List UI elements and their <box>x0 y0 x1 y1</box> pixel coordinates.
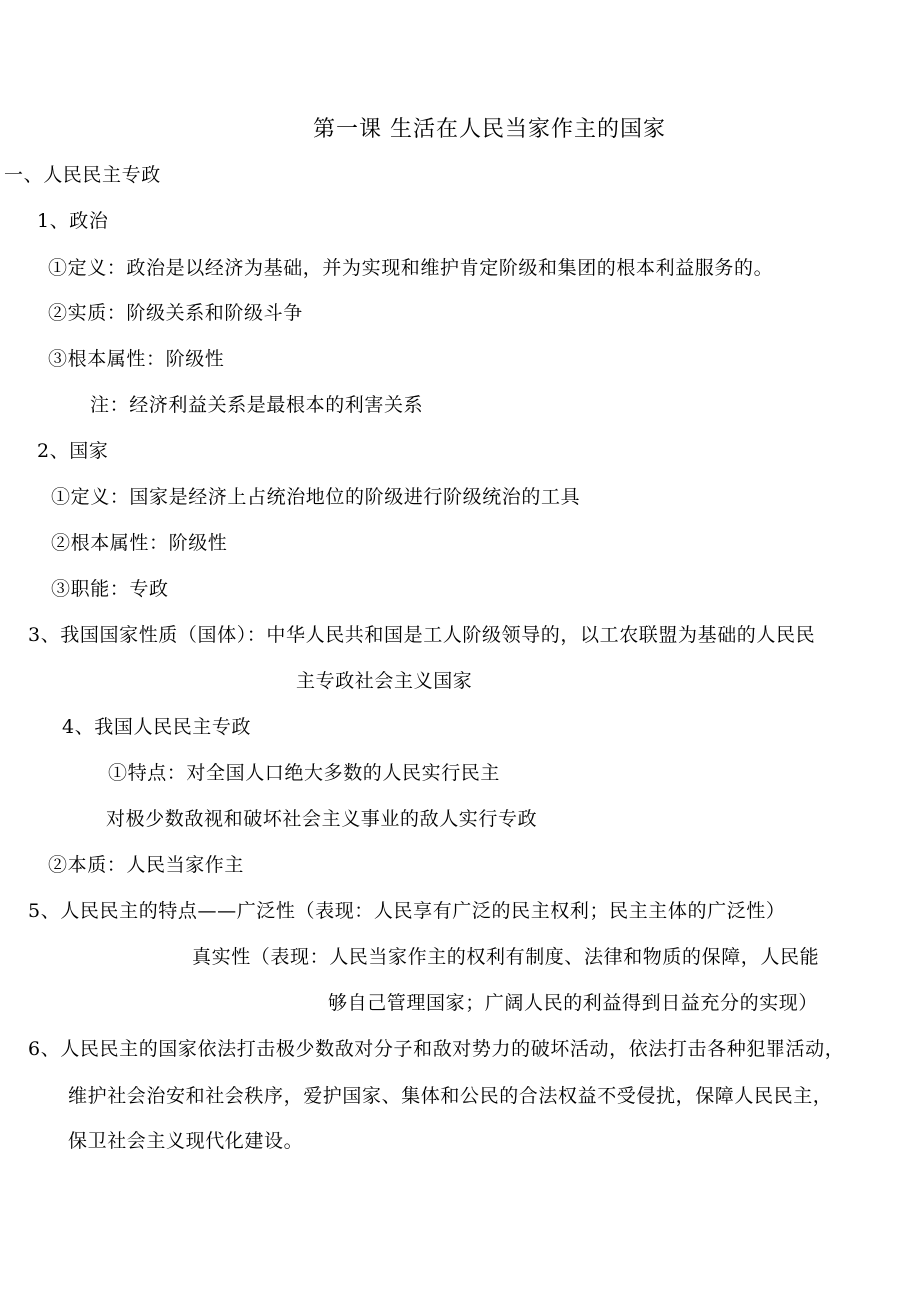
section-heading: 一、人民民主专政 <box>4 164 161 186</box>
subsection-paragraph-continuation: 维护社会治安和社会秩序，爱护国家、集体和公民的合法权益不受侵扰，保障人民民主， <box>68 1085 833 1107</box>
definition-item: ①特点：对全国人口绝大多数的人民实行民主 <box>108 762 501 784</box>
definition-item: ③根本属性：阶级性 <box>48 348 225 370</box>
subsection-paragraph-continuation: 够自己管理国家；广阔人民的利益得到日益充分的实现） <box>328 992 819 1014</box>
page-title: 第一课 生活在人民当家作主的国家 <box>313 117 666 142</box>
subsection-paragraph: 3、我国国家性质（国体）：中华人民共和国是工人阶级领导的，以工农联盟为基础的人民民 <box>28 624 816 646</box>
definition-item: ①定义：国家是经济上占统治地位的阶级进行阶级统治的工具 <box>51 486 581 508</box>
subsection-heading: 1、政治 <box>37 210 109 232</box>
definition-item: ②本质：人民当家作主 <box>48 854 245 876</box>
subsection-paragraph-continuation: 主专政社会主义国家 <box>296 670 473 692</box>
subsection-paragraph: 5、人民民主的特点——广泛性（表现：人民享有广泛的民主权利；民主主体的广泛性） <box>28 900 786 922</box>
subsection-heading: 2、国家 <box>37 440 109 462</box>
definition-item: ②实质：阶级关系和阶级斗争 <box>48 302 303 324</box>
definition-item-continuation: 对极少数敌视和破坏社会主义事业的敌人实行专政 <box>106 808 538 830</box>
subsection-paragraph-continuation: 真实性（表现：人民当家作主的权利有制度、法律和物质的保障，人民能 <box>192 946 820 968</box>
subsection-paragraph-continuation: 保卫社会主义现代化建设。 <box>68 1130 304 1152</box>
note-text: 注：经济利益关系是最根本的利害关系 <box>90 394 424 416</box>
subsection-heading: 4、我国人民民主专政 <box>62 716 252 738</box>
definition-item: ①定义：政治是以经济为基础，并为实现和维护肯定阶级和集团的根本利益服务的。 <box>48 257 774 279</box>
definition-item: ③职能：专政 <box>51 578 169 600</box>
subsection-paragraph: 6、人民民主的国家依法打击极少数敌对分子和敌对势力的破坏活动，依法打击各种犯罪活动， <box>28 1038 845 1060</box>
definition-item: ②根本属性：阶级性 <box>51 532 228 554</box>
